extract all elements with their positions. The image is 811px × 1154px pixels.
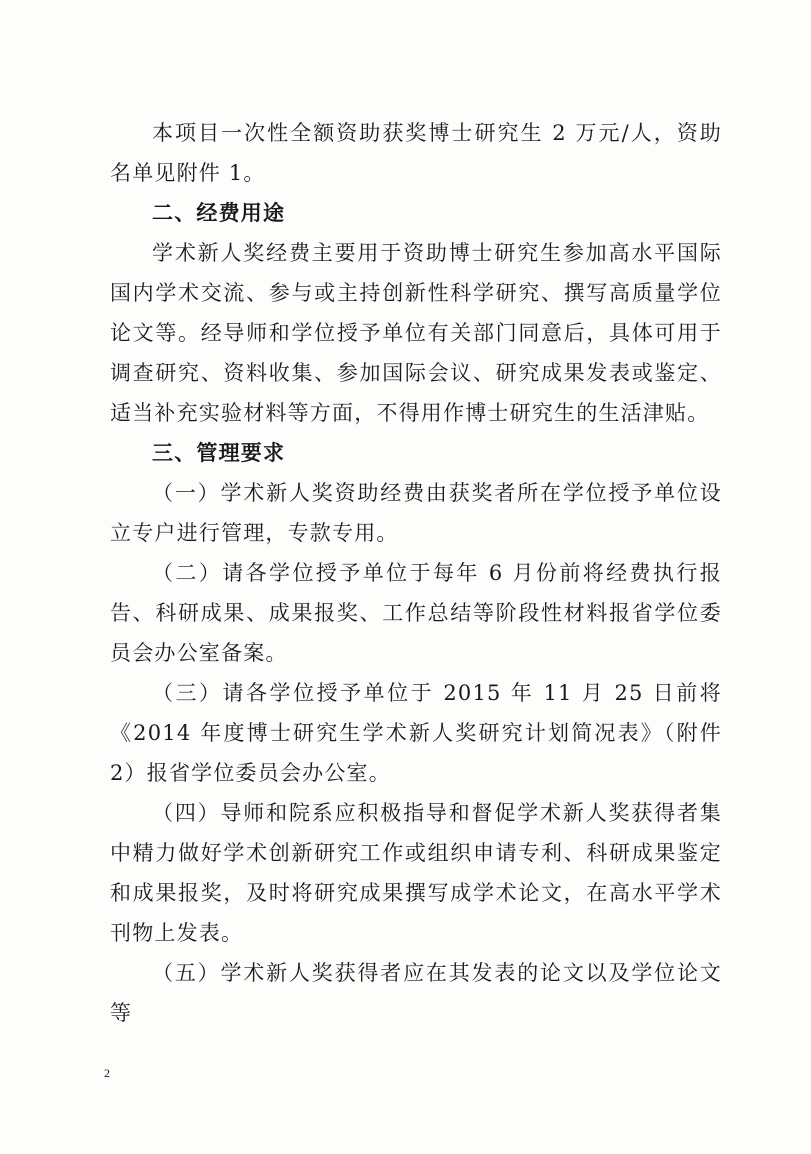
section-heading-funding-use: 二、经费用途	[152, 201, 286, 225]
paragraph-requirement-1: （一）学术新人奖资助经费由获奖者所在学位授予单位设立专户进行管理，专款专用。	[110, 481, 722, 545]
paragraph-funding-use: 学术新人奖经费主要用于资助博士研究生参加高水平国际国内学术交流、参与或主持创新性科学研究、撰写高质量学位论文等。经导师和学位授予单位有关部门同意后，具体可用于调查研究、资料收集、参加国际会议、研究成果发表或鉴定、适当补充实验材料等方面，不得用作博士研究生的生活津贴。	[110, 241, 722, 425]
section-heading-management: 三、管理要求	[152, 441, 286, 465]
page-number: 2	[104, 1066, 110, 1080]
paragraph-requirement-3: （三）请各学位授予单位于 2015 年 11 月 25 日前将《2014 年度博士研究生学术新人奖研究计划简况表》（附件 2）报省学位委员会办公室。	[110, 681, 722, 785]
paragraph-requirement-4: （四）导师和院系应积极指导和督促学术新人奖获得者集中精力做好学术创新研究工作或组织申请专利、科研成果鉴定和成果报奖，及时将研究成果撰写成学术论文，在高水平学术刊物上发表。	[110, 801, 722, 945]
paragraph-requirement-5: （五）学术新人奖获得者应在其发表的论文以及学位论文等	[110, 961, 722, 1025]
paragraph-funding-amount: 本项目一次性全额资助获奖博士研究生 2 万元/人，资助名单见附件 1。	[110, 121, 722, 185]
document-body	[110, 113, 722, 1033]
paragraph-requirement-2: （二）请各学位授予单位于每年 6 月份前将经费执行报告、科研成果、成果报奖、工作总结等阶段性材料报省学位委员会办公室备案。	[110, 561, 722, 665]
